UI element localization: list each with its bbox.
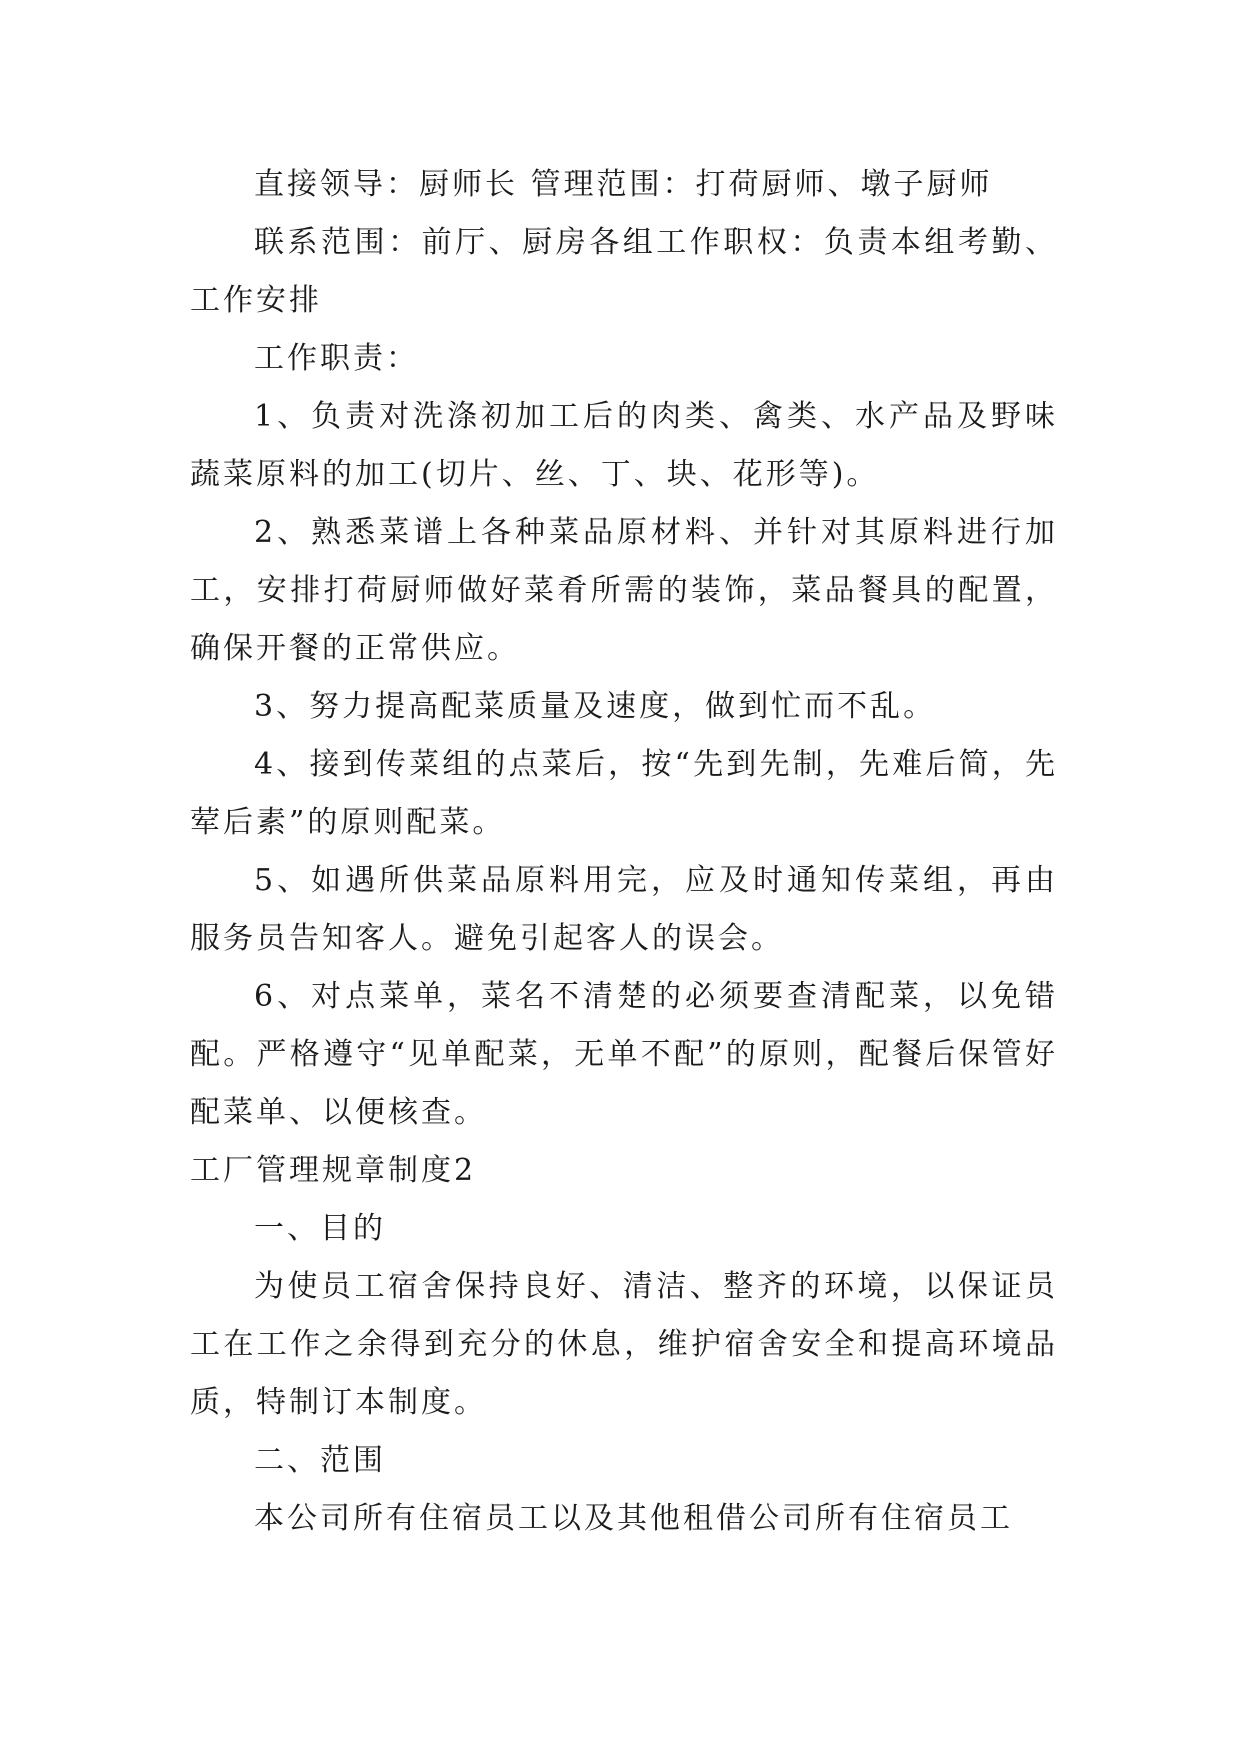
- paragraph-duty-2: 2、熟悉菜谱上各种菜品原材料、并针对其原料进行加工，安排打荷厨师做好菜肴所需的装饰，菜品餐具的配置，确保开餐的正常供应。: [190, 515, 1058, 666]
- paragraph-duty-3: 3、努力提高配菜质量及速度，做到忙而不乱。: [254, 689, 937, 724]
- paragraph-duty-4: 4、接到传菜组的点菜后，按“先到先制，先难后简，先荤后素”的原则配菜。: [190, 747, 1058, 840]
- document-body: [190, 156, 1058, 1548]
- paragraph-duty-1: 1、负责对洗涤初加工后的肉类、禽类、水产品及野味蔬菜原料的加工(切片、丝、丁、块、花形等)。: [190, 399, 1058, 492]
- section-title: 工厂管理规章制度2: [190, 1153, 477, 1188]
- paragraph-duty-5: 5、如遇所供菜品原料用完，应及时通知传菜组，再由服务员告知客人。避免引起客人的误会。: [190, 863, 1058, 956]
- paragraph-duty-6: 6、对点菜单，菜名不清楚的必须要查清配菜，以免错配。严格遵守“见单配菜，无单不配”的原则，配餐后保管好配菜单、以便核查。: [190, 979, 1058, 1130]
- paragraph-contact-scope: 联系范围：前厅、厨房各组工作职权：负责本组考勤、工作安排: [190, 225, 1058, 318]
- paragraph-scope-body: 本公司所有住宿员工以及其他租借公司所有住宿员工: [254, 1501, 1013, 1536]
- paragraph-purpose-body: 为使员工宿舍保持良好、清洁、整齐的环境，以保证员工在工作之余得到充分的休息，维护宿舍安全和提高环境品质，特制订本制度。: [190, 1269, 1058, 1420]
- paragraph-scope-heading: 二、范围: [254, 1443, 386, 1478]
- paragraph-purpose-heading: 一、目的: [254, 1211, 386, 1246]
- paragraph-direct-leader: 直接领导：厨师长 管理范围：打荷厨师、墩子厨师: [254, 167, 993, 202]
- paragraph-duties-heading: 工作职责：: [254, 341, 419, 376]
